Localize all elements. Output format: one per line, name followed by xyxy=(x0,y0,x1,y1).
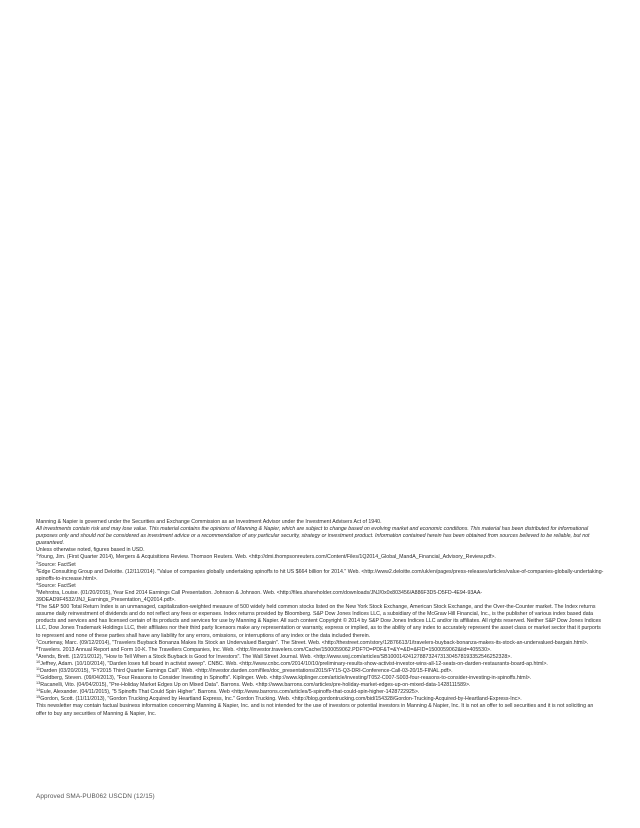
footnote-6: $^6$The S&P 500 Total Return Index is an unmanaged, capitalization-weighted measure of 500 widely held common stocks listed on the New York Stock Exchange, American Stock Exchange, and the Over-the-Counter market. The Index returns assume daily reinvestment of dividends and do not reflect any fees or expenses. Index returns provided by Bloomberg. S&P Dow Jones Indices LLC, a subsidiary of the McGraw Hill Financial, Inc., is the publisher of various index based data products and services and has licensed certain of its products and services for use by Manning & Napier. All such content Copyright © 2014 by S&P Dow Jones Indices LLC and/or its affiliates. All rights reserved. Neither S&P Dow Jones Indices LLC, Dow Jones Trademark Holdings LLC, their affiliates nor their third party licensors make any representation or warranty, express or implied, as to the ability of any index to accurately represent the asset class or market sector that it purports to represent and none of these parties shall have any liability for any errors, omissions, or interruptions of any index or the data included therein. xyxy=(36,603,602,639)
footnote-1: $^1$Young, Jim. (First Quarter 2014), Mergers & Acquisitions Review. Thomson Reuters. Web. <http://dmi.thompsonreuters.com/Content/Files/1Q2014_Global_MandA_Financial_Advisory_Review.pdf>. xyxy=(36,553,496,561)
footnote-7: $^7$Courtenay, Marc. (09/12/2014), "Travelers Buyback Bonanza Makes Its Stock an Undervalued Bargain". The Street. Web. <http://thestreet.com/story/12876613/1/travelers-buyback-bonanza-makes-its-stock-an-undervalued-bargain.html>. xyxy=(36,638,589,646)
footnote-9: $^9$Arends, Brett. (12/21/2012), "How to Tell When a Stock Buyback is Good for Investors". The Wall Street Journal. Web. <http://www.wsj.com/articles/SB10001424127887324731304578193352546252328>. xyxy=(36,652,512,660)
footnote-15: $^{15}$Gordon, Scott. (11/11/2013), "Gordon Trucking Acquired by Heartland Express, Inc." Gordon Trucking. Web. <http://blog.gordontrucking.com/bid/154328/Gordon-Trucking-Acquired-by-Heartland-Express-Inc>. xyxy=(36,695,522,703)
currency-note: Unless otherwise noted, figures based in USD. xyxy=(36,547,145,554)
closing-disclaimer: This newsletter may contain factual business information concerning Manning & Napier, Inc. and is not intended for the use of investors or potential investors in Manning & Napier, Inc. It is not an offer to sell securities and it is not soliciting an offer to buy any securities of Manning & Napier, Inc. xyxy=(36,703,594,717)
regulatory-statement: Manning & Napier is governed under the Securities and Exchange Commission as an Investment Advisor under the Investment Advisers Act of 1940. xyxy=(36,519,382,525)
footnotes-block xyxy=(36,519,604,718)
footnote-14: $^{14}$Eule, Alexander. (04/11/2015), "5 Spinoffs That Could Spin Higher". Barrons. Web <http://www.barrons.com/articles/5-spinoffs-that-could-spin-higher-1428722925>. xyxy=(36,688,420,696)
footnote-5: $^5$Mehrotra, Louise. (01/20/2015), Year End 2014 Earnings Call Presentation. Johnson & Johnson. Web. <http://files.shareholder.com/downloads/JNJ/0x0x803456/A886F3D5-D5FD-4E94-93AA-39DEAD9F4532/JNJ_Earnings_Presentation_4Q2014.pdf>. xyxy=(36,588,483,604)
footnote-3: $^3$Edge Consulting Group and Deloitte. (12/11/2014). "Value of companies globally undertaking spinoffs to hit US $664 billion for 2014." Web. <http://www2.deloitte.com/uk/en/pages/press-releases/articles/value-of-companies-globally-undertaking-spinoffs-to-increase.html>. xyxy=(36,567,604,582)
footnote-10: $^{10}$Jeffrey, Adam. (10/10/2014), "Darden loses full board in activist sweep". CNBC. Web. <http://www.cnbc.com/2014/10/10/preliminary-results-show-activist-investor-wins-all-12-seats-on-darden-restaurants-board-ap.html>. xyxy=(36,659,548,667)
approval-code: Approved SMA-PUB062 USCDN (12/15) xyxy=(36,793,155,800)
footnote-2: $^2$Source: FactSet xyxy=(36,560,76,568)
footnote-8: $^8$Travelers. 2013 Annual Report and Form 10-K. The Travellers Companies, Inc. Web. <http://investor.travelers.com/Cache/1500059062.PDF?O=PDF&T=&Y=&D=&FID=1500059062&iid=405530>. xyxy=(36,645,492,653)
footnote-4: $^4$Source: FactSet xyxy=(36,581,76,589)
risk-disclosure: All investments contain risk and may lose value. This material contains the opinions of Manning & Napier, which are subject to change based on evolving market and economic conditions. This material has been distributed for informational purposes only and should not be considered as investment advice or a recommendation of any particular security, strategy or investment product. Information contained herein has been obtained from sources believed to be reliable, but not guaranteed. xyxy=(36,526,590,547)
footnote-13: $^{13}$Racanelli, Vito. (04/04/2015), "Pre-Holiday Market Edges Up on Mixed Data". Barrons. Web. <http://www.barrons.com/articles/pre-holiday-market-edges-up-on-mixed-data-1428111589>. xyxy=(36,681,471,689)
footnote-12: $^{12}$Goldberg, Steven. (09/04/2013), "Four Reasons to Consider Investing in Spinoffs". Kiplinger. Web. <http://www.kiplinger.com/article/investing/T052-C007-S003-four-reasons-to-consider-investing-in-spinoffs.html>. xyxy=(36,674,532,682)
footnote-11: $^{11}$Darden (03/20/2015), "FY2015 Third Quarter Earnings Call". Web. <http://investor.darden.com/files/doc_presentations/2015/FY15-Q3-DRI-Conference-Call-03-20/15-FINAL.pdf>. xyxy=(36,666,453,674)
